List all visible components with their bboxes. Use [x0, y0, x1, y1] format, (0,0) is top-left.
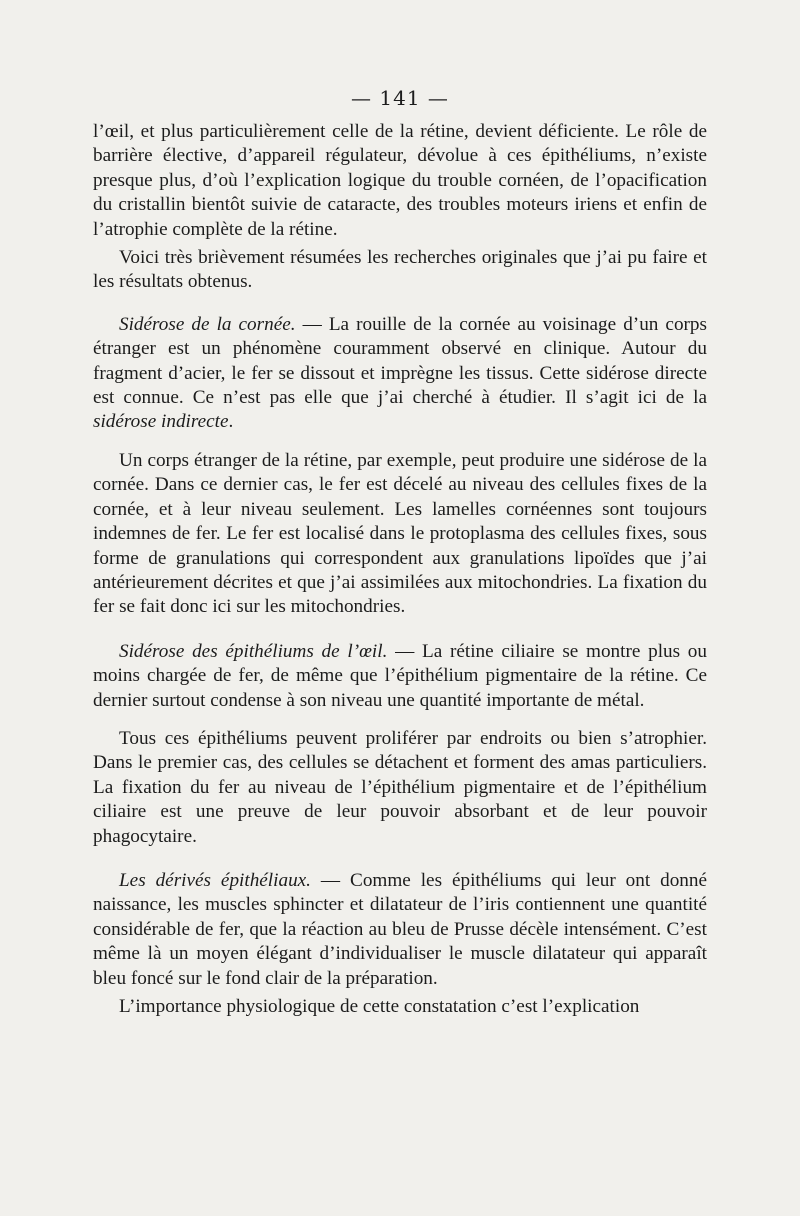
emphasis-text: sidérose indirecte [93, 411, 229, 433]
section-heading: Sidérose de la cornée. [119, 313, 296, 335]
section-heading: Sidérose des épithéliums de l’œil. [119, 640, 388, 662]
body-text [93, 120, 707, 1019]
paragraph-text: — La rétine ciliaire se montre plus ou moins chargée de fer, de même que l’épithélium pigmentaire de la rétine. Ce dernier surtout condense à son niveau une quantité importante de métal. [93, 640, 707, 711]
section-heading: Les dérivés épithéliaux. [119, 869, 311, 891]
page-number: — 141 — [351, 86, 449, 110]
paragraph-text: — La rouille de la cornée au voisinage d’un corps étranger est un phénomène couramment observé en clinique. Autour du fragment d’acier, le fer se dissout et imprègne les tissus. Cette sidérose directe est connue. Ce n’est pas elle que j’ai cherché à étudier. Il s’agit ici de la [93, 313, 707, 409]
paragraph-text: — Comme les épithéliums qui leur ont donné naissance, les muscles sphincter et dilatateur de l’iris contiennent une quantité considérable de fer, que la réaction au bleu de Prusse décèle intensément. C’est même là un moyen élégant d’individualiser le muscle dilatateur qui apparaît bleu foncé sur le fond clair de la préparation. [93, 869, 707, 989]
paragraph-intro: Voici très brièvement résumées les recherches originales que j’ai pu faire et les résultats obtenus. [93, 247, 707, 293]
paragraph-siderose-cornee [93, 313, 707, 435]
paragraph-proliferation: Tous ces épithéliums peuvent proliférer par endroits ou bien s’atrophier. Dans le premier cas, des cellules se détachent et forment des amas particuliers. La fixation du fer au niveau de l’épithélium pigmentaire et de l’épithélium ciliaire est une preuve de leur pouvoir absorbant et de leur pouvoir phagocytaire. [93, 727, 707, 847]
paragraph-siderose-epitheliums [93, 640, 707, 713]
paragraph-text: . [228, 411, 234, 433]
paragraph-derives-epitheliaux [93, 869, 707, 991]
paragraph-importance: L’importance physiologique de cette constatation c’est l’explication [119, 996, 640, 1017]
paragraph-corps-etranger: Un corps étranger de la rétine, par exemple, peut produire une sidérose de la cornée. Dans ce dernier cas, le fer est décelé au niveau des cellules fixes de la cornée, et à leur niveau seulement. Les lamelles cornéennes sont toujours indemnes de fer. Le fer est localisé dans le protoplasma des cellules fixes, sous forme de granulations qui correspondent aux granulations lipoïdes que j’ai antérieurement décrites et que j’ai assimilées aux mitochondries. La fixation du fer se fait donc ici sur les mitochondries. [93, 449, 707, 618]
paragraph-continuation: l’œil, et plus particulièrement celle de la rétine, devient déficiente. Le rôle de barrière élective, d’appareil régulateur, dévolue à ces épithéliums, n’existe presque plus, d’où l’explication logique du trouble cornéen, de l’opacification du cristallin bientôt suivie de cataracte, des troubles moteurs iriens et enfin de l’atrophie complète de la rétine. [93, 121, 707, 240]
